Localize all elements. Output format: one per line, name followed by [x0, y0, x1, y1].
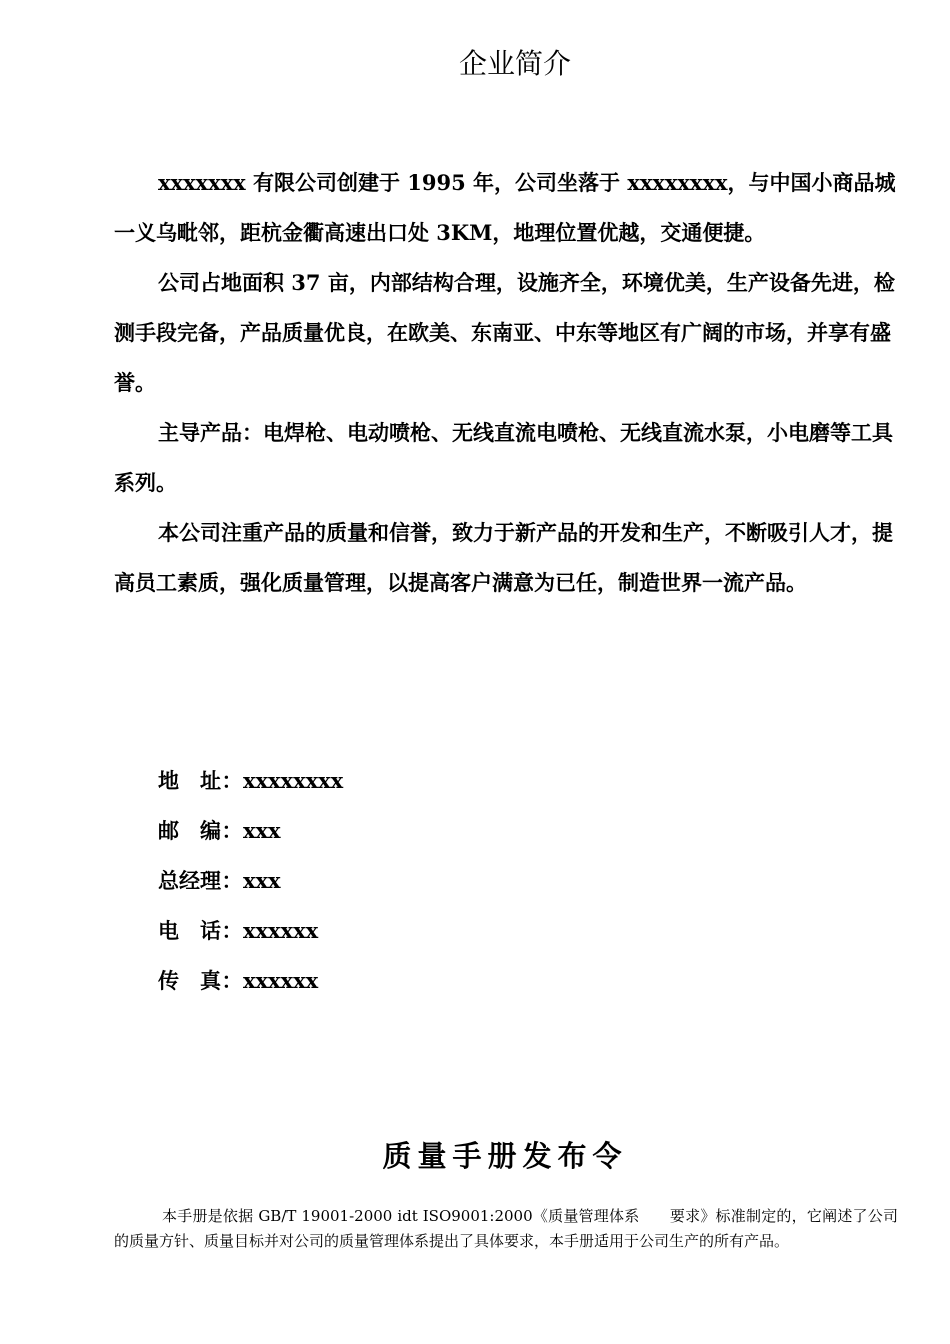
company-intro: [114, 158, 904, 608]
section-title: 质量手册发布令: [382, 1139, 628, 1173]
contact-label: 电 话: [158, 918, 221, 943]
contact-row-phone: [158, 906, 758, 956]
contact-value: xxx: [243, 868, 281, 893]
contact-separator: ：: [221, 768, 243, 793]
contact-row-fax: [158, 956, 758, 1006]
intro-paragraph: 本公司注重产品的质量和信誉，致力于新产品的开发和生产，不断吸引人才，提高员工素质，强化质量管理，以提高客户满意为已任，制造世界一流产品。: [114, 520, 893, 595]
contact-row-address: [158, 756, 758, 806]
contact-info: [158, 756, 758, 1006]
contact-label: 地 址: [158, 768, 221, 793]
contact-separator: ：: [221, 818, 243, 843]
intro-paragraph: 主导产品：电焊枪、电动喷枪、无线直流电喷枪、无线直流水泵，小电磨等工具系列。: [114, 420, 893, 495]
section-paragraph: 本手册是依据 GB/T 19001-2000 idt ISO9001:2000《质量管理体系 要求》标准制定的，它阐述了公司的质量方针、质量目标并对公司的质量管理体系提出了具体要求，本手册适用于公司生产的所有产品。: [114, 1207, 898, 1250]
page-title: 企业简介: [458, 47, 571, 80]
intro-paragraph: xxxxxxx 有限公司创建于 1995 年，公司坐落于 xxxxxxxx，与中国小商品城一义乌毗邻，距杭金衢高速出口处 3KM，地理位置优越，交通便捷。: [114, 170, 896, 245]
contact-separator: ：: [221, 868, 243, 893]
contact-label: 总经理: [158, 868, 221, 893]
intro-paragraph: 公司占地面积 37 亩，内部结构合理，设施齐全，环境优美，生产设备先进，检测手段完备，产品质量优良，在欧美、东南亚、中东等地区有广阔的市场，并享有盛誉。: [114, 270, 895, 395]
contact-value: xxxxxx: [243, 968, 319, 993]
contact-row-postcode: [158, 806, 758, 856]
contact-value: xxxxxxxx: [243, 768, 344, 793]
contact-separator: ：: [221, 918, 243, 943]
contact-value: xxx: [243, 818, 281, 843]
contact-label: 邮 编: [158, 818, 221, 843]
contact-separator: ：: [221, 968, 243, 993]
contact-row-manager: [158, 856, 758, 906]
contact-value: xxxxxx: [243, 918, 319, 943]
contact-label: 传 真: [158, 968, 221, 993]
